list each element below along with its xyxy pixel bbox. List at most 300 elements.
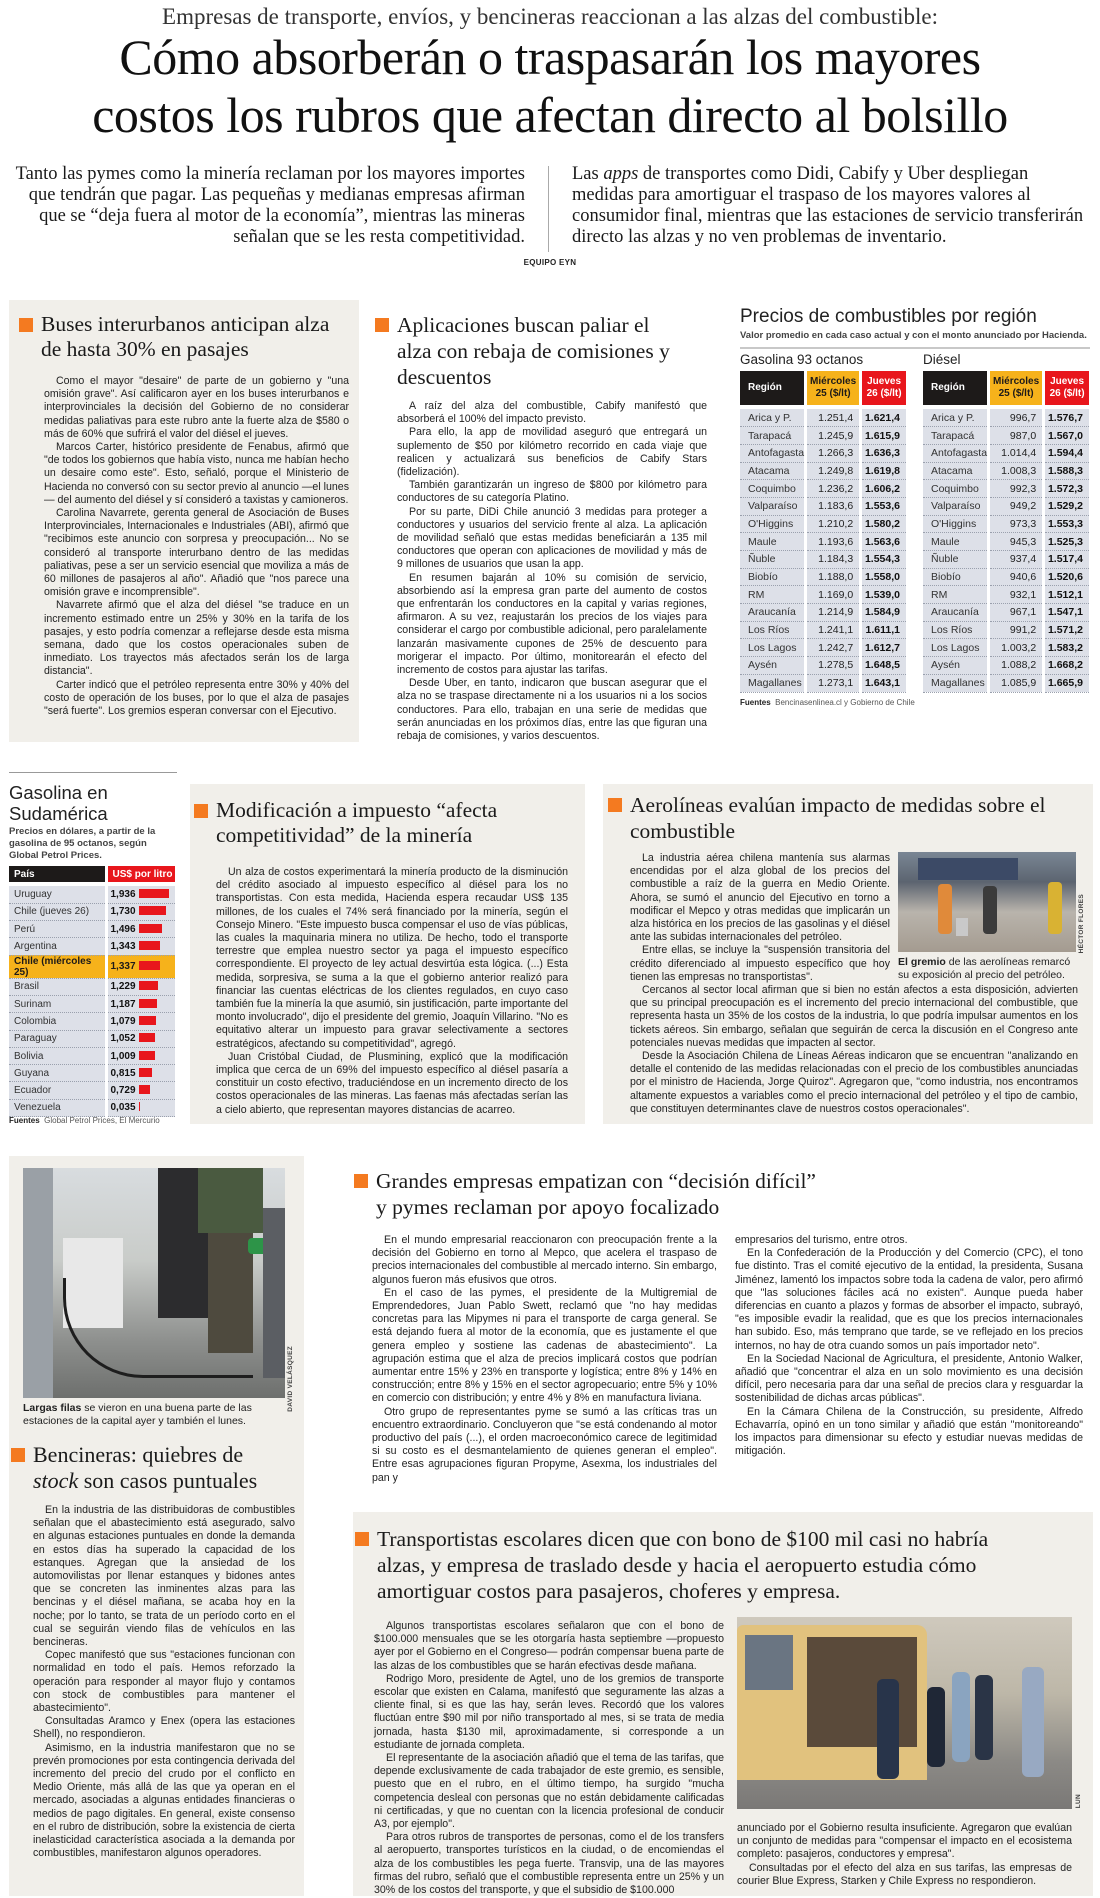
article-transportistas-escolares [353,1512,1093,1896]
car-body [263,1208,285,1378]
school-van-photo [737,1617,1072,1809]
infographic-regional-fuel-prices [740,300,1095,720]
region-cell: O'Higgins [740,515,806,533]
thursday-price-cell: 1.580,2 [861,515,906,533]
table-row [740,497,906,515]
photo-credit: DAVID VELÁSQUEZ [287,1346,294,1412]
kicker: Empresas de transporte, envíos, y bencineras reaccionan a las alzas del combustible: [162,4,938,29]
thursday-price-cell: 1.588,3 [1044,462,1089,480]
student-figure [975,1675,993,1760]
title-pre: Bencineras: quiebres de [33,1442,244,1467]
caption-text: de las aerolíneas remarcó su exposición al precio del petróleo. [898,956,1071,981]
table-row [923,604,1089,622]
region-cell: Los Lagos [740,639,806,657]
region-cell: Los Ríos [740,621,806,639]
paragraph: Consultadas Aramco y Enex (opera las estaciones Shell), no respondieron. [33,1715,295,1741]
article-body [216,866,568,1117]
thursday-price-cell: 1.594,4 [1044,444,1089,462]
infographic-subtitle: Precios en dólares, a partir de la gasolina de 95 octanos, según Global Petrol Prices. [9,826,156,861]
wednesday-price-cell: 1.193,6 [806,533,861,551]
orange-square-icon [375,318,389,332]
price-bar [139,999,157,1008]
thursday-price-cell: 1.563,6 [861,533,906,551]
table-row [923,480,1089,498]
region-cell: Coquimbo [923,480,989,498]
paragraph: En el mundo empresarial reaccionaron con preocupación frente a la decisión del Gobierno en torno al Mepco, que acelera el traspaso de precios internacionales del combustible al mercado interno. Sin embargo, algunos fueron más efusivos que otros. [372,1234,717,1286]
wednesday-price-cell: 1.214,9 [806,604,861,622]
table-row [9,1030,175,1047]
gas-station-photo [23,1168,285,1398]
col-header-wed: Miércoles 25 ($/lt) [989,371,1044,405]
region-cell: Magallanes [740,674,806,692]
price-label: 0,035 [110,1102,136,1114]
price-cell [106,921,175,938]
article-title [354,1168,1054,1220]
infographic-south-america [9,770,179,1130]
article-body-top [630,852,890,984]
price-label: 1,052 [110,1033,136,1045]
table-row [740,586,906,604]
thursday-price-cell: 1.520,6 [1044,568,1089,586]
orange-square-icon [19,318,33,332]
thursday-price-cell: 1.668,2 [1044,657,1089,675]
orange-square-icon [11,1448,25,1462]
region-cell: O'Higgins [923,515,989,533]
price-label: 1,936 [110,888,136,900]
title-post: son casos puntuales [78,1468,258,1493]
thursday-price-cell: 1.611,1 [861,621,906,639]
orange-square-icon [608,798,622,812]
wednesday-price-cell: 991,2 [989,621,1044,639]
price-cell [106,1099,175,1116]
thursday-price-cell: 1.665,9 [1044,674,1089,692]
country-cell: Uruguay [9,886,106,903]
traveler-figure [1048,882,1062,934]
article-grandes-empresas [340,1160,1100,1484]
table-row [923,515,1089,533]
price-cell [106,1047,175,1064]
country-cell: Ecuador [9,1082,106,1099]
sources-label: Fuentes [9,1116,40,1125]
intro-divider [548,166,549,252]
wednesday-price-cell: 1.003,2 [989,639,1044,657]
paragraph: Cercanos al sector local afirman que si bien no están afectos a esta disposición, advierten que su principal preocupación es el incremento del precio internacional del combustible, que representa hasta un 35% de los costos de la industria, lo que podría impulsar aumentos en los tickets aéreos. Sin embargo, señalan que seguirán de cerca la discusión en el Congreso ante potenciales nuevas medidas que impacten al sector. [630,984,1078,1049]
intro-left: Tanto las pymes como la minería reclaman por los mayores importes que tendrán que pagar. Las pequeñas y medianas empresas afirman que se “deja fuera al motor de la economía”, mientras las mineras señalan que se les resta competitividad. [15,164,525,247]
col-header-country: País [9,866,106,882]
paragraph: Otro grupo de representantes pyme se sumó a las críticas tras un encuentro extraordinario. Concluyeron que "se está condenando al motor productivo del país (...), el orden macroeconómico carece de legitimidad si su costo es el desmantelamiento de quienes generan el empleo". Entre esas agrupaciones figuran Propyme, Asexma, los industriales del pan y [372,1405,717,1484]
table-row [923,444,1089,462]
sources-text: Bencinasenlinea.cl y Gobierno de Chile [775,698,915,707]
col-header-wed: Miércoles 25 ($/lt) [806,371,861,405]
thursday-price-cell: 1.648,5 [861,657,906,675]
wednesday-price-cell: 987,0 [989,427,1044,445]
van-door-opening [807,1637,917,1747]
photo-caption [23,1402,285,1428]
intro-right-em: apps [603,164,639,184]
fuel-pump [23,1168,53,1398]
sources-label: Fuentes [740,698,771,707]
intro-right-post: de transportes como Didi, Cabify y Uber despliegan medidas para amortiguar el traspaso de los mayores valores al consumidor final, mientras que las estaciones de servicio transferirán directo las alzas y no ven problemas de inventario. [572,164,1084,247]
country-cell: Guyana [9,1065,106,1082]
price-cell [106,1013,175,1030]
region-cell: Maule [923,533,989,551]
paragraph: Como el mayor "desaire" de parte de un gobierno y "una omisión grave". Así calificaron ayer en los buses interurbanos e interprovinciales la decisión del Gobierno de no considerar medidas paliativas para este rubro ante la fuerte alza de $580 o más de 60% que sufrirá el valor del diésel el jueves. [44,375,349,440]
traveler-figure [983,886,997,934]
thursday-price-cell: 1.584,9 [861,604,906,622]
price-bar [139,924,162,933]
title-line-2: Sudamérica [9,803,108,824]
region-cell: Antofagasta [740,444,806,462]
table-row [923,409,1089,427]
article-body-col-2 [737,1822,1072,1888]
table-row [9,955,175,978]
wednesday-price-cell: 1.169,0 [806,586,861,604]
table-row [740,621,906,639]
table-row [923,621,1089,639]
thursday-price-cell: 1.558,0 [861,568,906,586]
paragraph: En la Sociedad Nacional de Agricultura, el presidente, Antonio Walker, añadió que "concentrar el alza en un solo movimiento es una decisión difícil, pero necesaria para dar una señal de precios clara y resguardar la sostenibilidad de dichas arcas públicas". [735,1352,1083,1405]
thursday-price-cell: 1.567,0 [1044,427,1089,445]
wednesday-price-cell: 1.008,3 [989,462,1044,480]
paragraph: Asimismo, en la industria manifestaron que no se prevén promociones por esta contingencia derivada del incremento del precio del crudo por el conflicto en Medio Oriente, más allá de las que ya operan en el mercado, asociadas a algunas entidades financieras o medios de pago digitales. En general, existe consenso en el rubro de distribución, sobre la existencia de cierta inelasticidad característica asociada a la demanda por combustibles, manifestaron algunos operadores. [33,1741,295,1860]
person-figure [198,1168,263,1233]
table-row [740,444,906,462]
orange-square-icon [354,1174,368,1188]
table-row [9,1099,175,1116]
table-row [740,551,906,569]
article-title [608,792,1078,844]
thursday-price-cell: 1.512,1 [1044,586,1089,604]
paragraph: Por su parte, DiDi Chile anunció 3 medidas para proteger a conductores y usuarios del servicio frente al alza. La aplicación de movilidad señaló que estas medidas beneficiarán a 135 mil conductores que operan con aplicaciones de movilidad y más de 9 millones de usuarios que usan la app. [397,505,707,571]
diesel-label: Diésel [923,352,961,367]
article-body-col-1 [372,1234,717,1485]
region-cell: Atacama [740,462,806,480]
table-row [9,1082,175,1099]
thursday-price-cell: 1.529,2 [1044,497,1089,515]
paragraph: En la Confederación de la Producción y del Comercio (CPC), el tono fue distinto. Tras el comité ejecutivo de la entidad, la presidenta, Susana Jiménez, lamentó los impactos sobre toda la cadena de valor, pero afirmó que "las soluciones fáciles acá no existen". Aunque pueda haber diferencias en cuanto a plazos y formas de absorber el impacto, subrayó, "es imposible evadir la realidad, que es que los precios internacionales han subido. Eso, más temprano que tarde, se ve reflejado en los precios internos, no hay de otra cuando somos un país importador neto". [735,1247,1083,1352]
table-row [9,886,175,903]
wednesday-price-cell: 1.273,1 [806,674,861,692]
orange-square-icon [194,804,208,818]
gasoline-table [740,371,906,693]
table-row [923,533,1089,551]
region-cell: Biobío [923,568,989,586]
paragraph: Algunos transportistas escolares señalaron que con el bono de $100.000 mensuales que se les otorgaría hasta septiembre —propuesto ayer por el Gobierno en el Congreso— podrán compensar buena parte de las alzas de los combustibles que se harán efectivas desde mañana. [374,1620,724,1672]
thursday-price-cell: 1.576,7 [1044,409,1089,427]
paragraph: En resumen bajarán al 10% su comisión de servicio, absorbiendo así la empresa gran parte del aumento de costos que enfrentarán los conductores en la capital y varias regiones, afirmaron. A su vez, reajustarán los precios de los viajes para considerar el cargo por combustible adicional, pero paralelamente lanzarán masivamente cupones de 25% de descuento para morigerar el impacto. Por último, monitorearán el efecto del incremento de costos para ajustar las tarifas. [397,571,707,677]
wednesday-price-cell: 967,1 [989,604,1044,622]
region-cell: Arica y P. [923,409,989,427]
wednesday-price-cell: 932,1 [989,586,1044,604]
price-cell [106,955,175,978]
price-label: 1,343 [110,941,136,953]
article-mineria [190,784,585,1124]
wednesday-price-cell: 1.210,2 [806,515,861,533]
price-cell [106,886,175,903]
price-bar [139,1051,155,1060]
wednesday-price-cell: 992,3 [989,480,1044,498]
suitcase [956,918,968,936]
article-buses [9,300,359,742]
thursday-price-cell: 1.612,7 [861,639,906,657]
photo-credit: LUN [1075,1794,1082,1809]
wednesday-price-cell: 1.014,4 [989,444,1044,462]
table-row [923,462,1089,480]
price-bar [139,1068,152,1077]
thursday-price-cell: 1.539,0 [861,586,906,604]
table-row [740,427,906,445]
article-title-text: Modificación a impuesto “afecta competitividad” de la minería [216,798,498,847]
region-cell: Los Lagos [923,639,989,657]
country-cell: Chile (miércoles 25) [9,955,106,978]
wednesday-price-cell: 1.184,3 [806,551,861,569]
table-row [9,903,175,920]
thursday-price-cell: 1.606,2 [861,480,906,498]
wednesday-price-cell: 1.251,4 [806,409,861,427]
price-bar [139,961,160,970]
country-cell: Surinam [9,995,106,1012]
sources-text: Global Petrol Prices, El Mercurio [44,1116,160,1125]
headline [0,28,1100,144]
table-row [740,462,906,480]
orange-square-icon [355,1532,369,1546]
price-cell [106,938,175,955]
region-cell: Maule [740,533,806,551]
price-bar [139,1033,155,1042]
table-row [740,604,906,622]
thursday-price-cell: 1.621,4 [861,409,906,427]
intro-right [572,164,1092,248]
paragraph: El representante de la asociación añadió que el tema de las tarifas, que depende exclusivamente de cada trabajador de este gremio, es sensible, puesto que en el rubro, en el último tiempo, ha surgido "mucha competencia desleal con personas que no están debidamente calificadas ni certificadas, y que no cuentan con la licencia profesional de conducir A3, por ejemplo". [374,1752,724,1831]
wednesday-price-cell: 1.085,9 [989,674,1044,692]
price-label: 0,815 [110,1067,136,1079]
thursday-price-cell: 1.525,3 [1044,533,1089,551]
paragraph: Copec manifestó que sus "estaciones funcionan con normalidad en todo el país. Hemos reforzado la operación para responder al mayor flujo y contamos con stock de combustibles para mantener el abastecimiento". [33,1649,295,1715]
infographic-subtitle: Valor promedio en cada caso actual y con el monto anunciado por Hacienda. [740,330,1087,341]
price-cell [106,903,175,920]
article-body-col-2 [735,1234,1083,1458]
title-line-3: amortiguar costos para pasajeros, choferes y empresa. [377,1579,841,1603]
country-cell: Brasil [9,978,106,995]
price-cell [106,1065,175,1082]
thursday-price-cell: 1.517,4 [1044,551,1089,569]
article-body [44,375,349,718]
photo-caption [898,956,1080,982]
fuel-hose [63,1278,253,1378]
table-row [923,586,1089,604]
col-header-thu: Jueves 26 ($/lt) [1044,371,1089,405]
gasoline-label: Gasolina 93 octanos [740,352,864,367]
table-row [923,568,1089,586]
price-label: 1,229 [110,981,136,993]
paragraph: Un alza de costos experimentará la minería producto de la disminución del crédito asociado al impuesto específico al diésel para los no transportistas. Con esta medida, Hacienda espera recaudar US$ 135 millones, de los cuales el 74% será financiado por la minería, según el Consejo Minero. "Este impuesto busca compensar el uso de vías públicas, las cuales la maquinaria minera no utiliza. De hecho, todo el transporte terrestre que emplea nuestro sector ya paga el impuesto específico correspondiente. El proyecto de ley actual desvirtúa esta lógica. (...) Esta medida, sorpresiva, se suma a la que el gobierno anterior realizó para financiar las cuentas eléctricas de los clientes regulados, en cuyo caso también fue la minería la que asumió, sin justificación, parte importante del monto involucrado", dijo el presidente del gremio, Joaquín Villarino. "No es equitativo alterar un impuesto para gravar selectivamente a sectores estratégicos, afectando su competitividad", agregó. [216,866,568,1050]
region-cell: Tarapacá [923,427,989,445]
price-cell [106,995,175,1012]
price-label: 1,079 [110,1015,136,1027]
thursday-price-cell: 1.553,6 [861,497,906,515]
region-cell: Magallanes [923,674,989,692]
price-label: 0,729 [110,1085,136,1097]
article-title [355,1526,1075,1604]
region-cell: Tarapacá [740,427,806,445]
price-label: 1,730 [110,906,136,918]
price-label: 1,187 [110,998,136,1010]
paragraph-continued: empresarios del turismo, entre otros. [735,1234,908,1246]
paragraph: Marcos Carter, histórico presidente de Fenabus, afirmó que "de todos los gobiernos que había visto, nunca me habían hecho un desaire como este". Esto, señaló, porque el Ministerio de Hacienda no conversó con su sector previo al anuncio —el lunes— del aumento del diésel y sí consideró a taxistas y camioneros. [44,441,349,506]
student-figure [952,1672,970,1762]
paragraph: Carolina Navarrete, gerenta general de Asociación de Buses Interprovinciales, Internacionales e Industriales (ABI), afirmó que "recibimos este anuncio con sorpresa y preocupación... No se consideró al transporte interurbano dentro de las medidas paliativas, pese a ser un servicio esencial que moviliza a más de 60 millones de pasajeros al año". Añadió que "nos parece una omisión grave e incomprensible". [44,507,349,599]
traveler-figure [938,884,952,934]
price-bar [139,1085,150,1094]
thursday-price-cell: 1.636,3 [861,444,906,462]
region-cell: RM [923,586,989,604]
thursday-price-cell: 1.547,1 [1044,604,1089,622]
title-line-1: Grandes empresas empatizan con “decisión difícil” [376,1169,816,1193]
caption-bold: El gremio [898,956,946,968]
article-title [19,312,349,362]
title-line-1: Transportistas escolares dicen que con bono de $100 mil casi no habría [377,1527,989,1551]
country-cell: Paraguay [9,1030,106,1047]
price-bar [139,981,158,990]
photo-credit: HÉCTOR FLORES [1078,894,1085,954]
table-row [9,1065,175,1082]
price-bar [139,941,160,950]
country-cell: Chile (jueves 26) [9,903,106,920]
region-cell: Valparaíso [923,497,989,515]
title-line-1: Gasolina en [9,782,108,803]
wednesday-price-cell: 1.088,2 [989,657,1044,675]
wednesday-price-cell: 1.188,0 [806,568,861,586]
country-cell: Venezuela [9,1099,106,1116]
headline-line-2: costos los rubros que afectan directo al bolsillo [92,87,1008,143]
region-cell: Ñuble [740,551,806,569]
col-header-thu: Jueves 26 ($/lt) [861,371,906,405]
wednesday-price-cell: 1.245,9 [806,427,861,445]
article-body [33,1504,295,1860]
headline-line-1: Cómo absorberán o traspasarán los mayores [119,29,981,85]
article-title [375,312,675,390]
paragraph: Desde Uber, en tanto, indicaron que buscan asegurar que el alza no se traspase directamente ni a los usuarios ni a los socios conductores. Para ello, trabajan en una serie de medidas que serán anunciadas en los próximos días, entre las que figuran una rebaja de comisiones, y varios descuentos. [397,677,707,743]
wednesday-price-cell: 937,4 [989,551,1044,569]
country-cell: Perú [9,921,106,938]
region-cell: Valparaíso [740,497,806,515]
paragraph: Entre ellas, se incluye la "suspensión transitoria del crédito diferenciado al impuesto específico que hoy tienen las empresas no transportistas". [630,944,890,983]
article-bencineras [9,1156,304,1896]
country-cell: Bolivia [9,1047,106,1064]
wednesday-price-cell: 1.183,6 [806,497,861,515]
south-america-table [9,866,175,1117]
title-line-2: alzas, y empresa de traslado desde y hacia el aeropuerto estudia cómo [377,1553,977,1577]
infographic-title: Precios de combustibles por región [740,306,1037,327]
article-aerolineas [603,784,1093,1124]
wednesday-price-cell: 1.278,5 [806,657,861,675]
table-row [923,639,1089,657]
title-line-2: y pymes reclaman por apoyo focalizado [376,1195,720,1219]
title-em: stock [33,1468,79,1493]
region-cell: Arica y P. [740,409,806,427]
region-cell: Coquimbo [740,480,806,498]
paragraph: También garantizarán un ingreso de $800 por kilómetro para conductores de su categoría Platino. [397,479,707,505]
paragraph: En la industria de las distribuidoras de combustibles señalan que el abastecimiento está asegurado, salvo en algunas estaciones puntuales en donde la demanda en estos días ha superado la capacidad de los estanques. Agregan que la ansiedad de los automovilistas por llenar estanques y bidones antes que se concreten las inminentes alzas para las bencinas y el diésel mañana, se acaba hoy en la noche; por lo tanto, se trata de un período corto en el cual se seguirán viendo filas de vehículos en las bencineras. [33,1504,295,1649]
paragraph: Consultadas por el efecto del alza en sus tarifas, las empresas de courier Blue Express, Starken y Chile Express no respondieron. [737,1861,1072,1887]
price-label: 1,496 [110,923,136,935]
caption-bold: Largas filas [23,1402,82,1414]
article-title [11,1442,281,1494]
paragraph: La industria aérea chilena mantenía sus alarmas encendidas por el alza global de los precios del combustible a raíz de la guerra en Medio Oriente. Ahora, se sumó el anuncio del Ejecutivo en torno a modificar el Mepco y otras medidas que implicarán un alza histórica en los precios de las gasolinas y el diésel ante las subidas internacionales del petróleo. [630,852,890,944]
table-row [923,674,1089,692]
wednesday-price-cell: 1.241,1 [806,621,861,639]
paragraph: Desde la Asociación Chilena de Líneas Aéreas indicaron que se encuentran "analizando en detalle el contenido de las medidas relacionadas con el precio de los combustibles anunciadas por el ministro de Hacienda, Jorge Quiroz". Agregaron que, "como industria, nos encontramos altamente expuestos a variables como el precio internacional del petróleo y el tipo de cambio, que constituyen determinantes clave de nuestros costos operacionales". [630,1050,1078,1115]
col-header-region: Región [923,371,989,405]
wednesday-price-cell: 1.242,7 [806,639,861,657]
table-row [923,551,1089,569]
table-row [740,568,906,586]
article-title [194,798,574,848]
wednesday-price-cell: 940,6 [989,568,1044,586]
van-window [745,1635,793,1690]
region-cell: Los Ríos [923,621,989,639]
table-row [923,427,1089,445]
thursday-price-cell: 1.615,9 [861,427,906,445]
adult-figure [1022,1667,1044,1777]
paragraph: Para ello, la app de movilidad aseguró que entregará un suplemento de $50 por kilómetro recorrido en cada viaje que realicen y actualizará sus beneficios de Cabify Stars (fidelización). [397,426,707,479]
table-row [740,409,906,427]
intro-right-pre: Las [572,164,604,184]
price-cell [106,978,175,995]
table-row [923,497,1089,515]
thursday-price-cell: 1.553,3 [1044,515,1089,533]
article-body-col-1 [374,1620,724,1897]
price-bar [139,1016,156,1025]
region-cell: Araucanía [740,604,806,622]
byline: EQUIPO EYN [523,258,577,267]
table-row [9,938,175,955]
infographic-title [9,782,108,824]
article-title-text: Aplicaciones buscan paliar el alza con rebaja de comisiones y descuentos [397,313,670,389]
airport-photo [898,852,1076,952]
article-title-text: Aerolíneas evalúan impacto de medidas sobre el combustible [630,793,1046,843]
table-row [9,995,175,1012]
wednesday-price-cell: 945,3 [989,533,1044,551]
table-row [9,1047,175,1064]
col-header-value: US$ por litro [106,866,175,882]
region-cell: RM [740,586,806,604]
thursday-price-cell: 1.571,2 [1044,621,1089,639]
table-row [740,480,906,498]
thursday-price-cell: 1.572,3 [1044,480,1089,498]
region-cell: Atacama [923,462,989,480]
paragraph: En el caso de las pymes, el presidente de la Multigremial de Emprendedores, Juan Pablo Swett, reclamó que "no hay medidas concretas para las Mipymes ni para el transporte de carga general. Se está dejando fuera al motor de la economía, que es justamente el que genera empleo y sostiene las cadenas de abastecimiento". La agrupación estima que el alza de precios implicará costos que podrían aumentar entre 15% y 23% en transporte y logística; entre 8% y 14% en construcción; entre 8% y 15% en el sector agropecuario; entre 5% y 10% en comercio con distribución; y entre 4% y 8% en manufactura liviana. [372,1286,717,1405]
diesel-table [923,371,1089,693]
paragraph: Rodrigo Moro, presidente de Agtel, uno de los gremios de transporte escolar que existen en Calama, manifestó que seguramente las alzas a cliente final, si es que las hay, serán leves. Recordó que los valores fluctúan entre $90 mil por niño transportado al mes, si se trata de media jornada, hasta $130 mil, aproximadamente, si corresponde a un estudiante de jornada completa. [374,1672,724,1751]
table-row [740,533,906,551]
paragraph: Para otros rubros de transportes de personas, como el de los transfers al aeropuerto, transportes turísticos en la ciudad, o de encomiendas el alza de los combustibles les pega fuerte. Transvip, una de las mayores firmas del rubro, señaló que el combustible representa entre un 25% y un 30% de los costos del transporte, y que el subsidio de $100.000 [374,1831,724,1897]
table-row [740,639,906,657]
table-row [9,1013,175,1030]
price-bar [139,906,166,915]
price-label: 1,009 [110,1050,136,1062]
paragraph: A raíz del alza del combustible, Cabify manifestó que absorberá el 100% del impacto previsto. [397,400,707,426]
price-cell [106,1082,175,1099]
thursday-price-cell: 1.643,1 [861,674,906,692]
col-header-region: Región [740,371,806,405]
price-label: 1,337 [110,961,136,973]
table-row [740,515,906,533]
region-cell: Biobío [740,568,806,586]
wednesday-price-cell: 973,3 [989,515,1044,533]
infographic-rule [740,347,1090,349]
table-row [9,978,175,995]
